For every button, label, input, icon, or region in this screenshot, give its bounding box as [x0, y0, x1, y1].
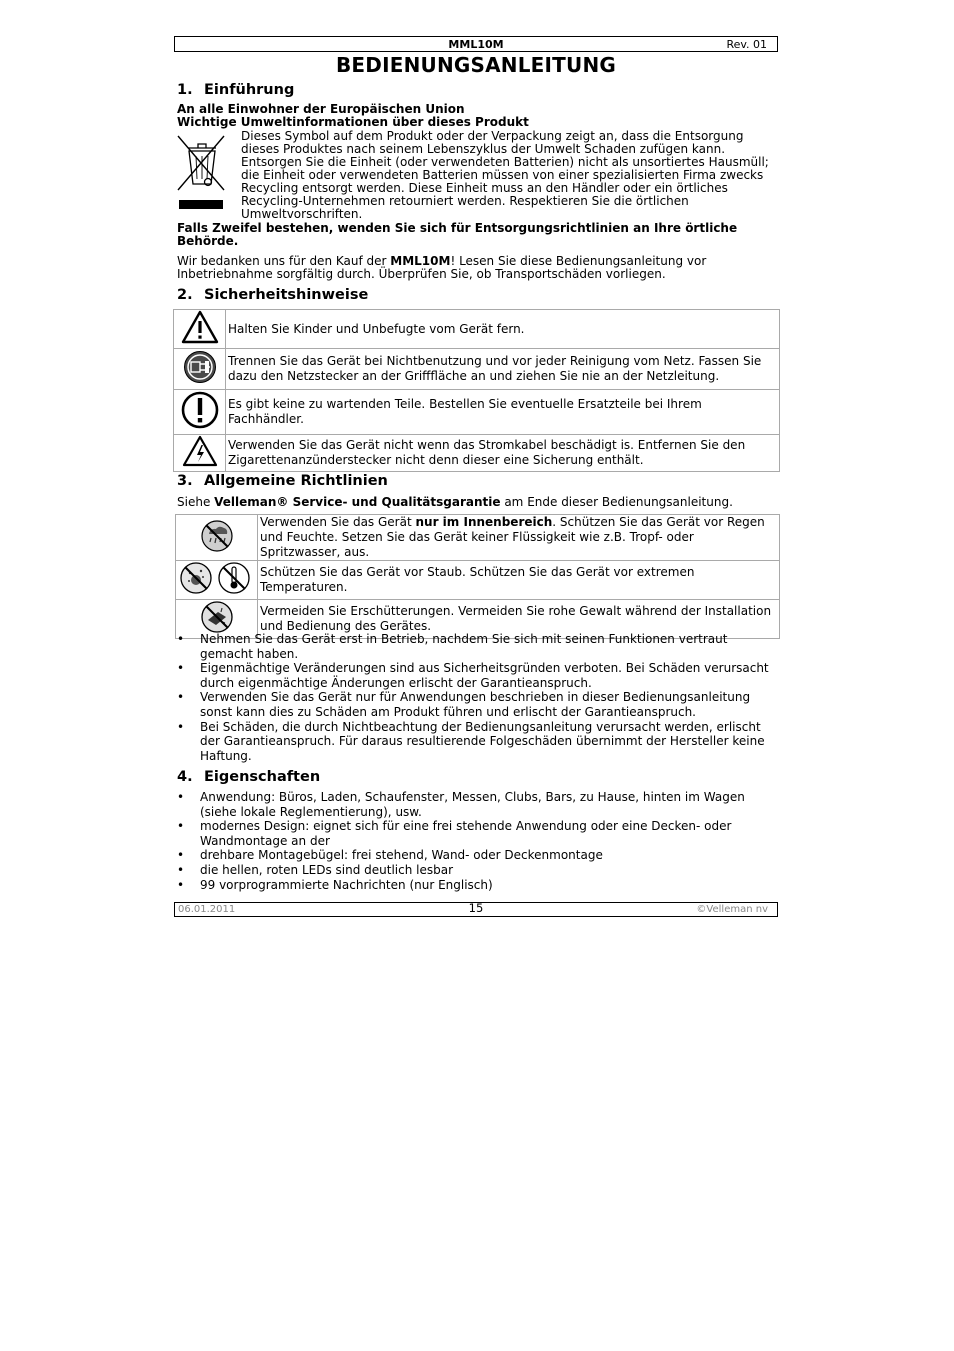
section-4-heading: 4. Eigenschaften — [177, 769, 321, 785]
safety-text: Es gibt keine zu wartenden Teile. Bestellen Sie eventuelle Ersatzteile bei Ihrem Fachhändler. — [226, 390, 780, 435]
footer-date: 06.01.2011 — [178, 904, 236, 915]
env-heading: Wichtige Umweltinformationen über dieses Produkt — [177, 115, 529, 129]
section-1-heading: 1. Einführung — [177, 82, 295, 98]
safety-text: Halten Sie Kinder und Unbefugte vom Gerät fern. — [226, 310, 780, 349]
section-3-heading: 3. Allgemeine Richtlinien — [177, 473, 388, 489]
features-list — [177, 790, 777, 892]
weee-bin-icon — [176, 134, 228, 212]
electric-hazard-icon — [182, 435, 218, 467]
unplug-icon — [183, 350, 217, 384]
safety-row — [174, 390, 780, 435]
guidelines-table — [175, 514, 780, 639]
list-item: • die hellen, roten LEDs sind deutlich lesbar — [177, 863, 777, 878]
page-title: BEDIENUNGSANLEITUNG — [335, 53, 617, 77]
env-text: Dieses Symbol auf dem Produkt oder der Verpackung zeigt an, dass die Entsorgung dieses Produktes nach seinem Lebenszyklus der Umwelt Schaden zufügen kann. Entsorgen Sie die Einheit (oder verwendeten Batterien) nicht als unsortiertes Hausmüll; die Einheit oder verwendeten Batterien müssen von einer spezialisierten Firma zwecks Recycling entsorgt werden. Diese Einheit muss an den Händler oder ein örtliches Recycling-Unternehmen retourniert werden. Respektieren Sie die örtlichen Umweltvorschriften. — [241, 129, 769, 221]
safety-text: Trennen Sie das Gerät bei Nichtbenutzung und vor jeder Reinigung vom Netz. Fassen Sie dazu den Netzstecker an der Grifffläche an und ziehen Sie nie an der Netzleitung. — [226, 349, 780, 390]
safety-text: Verwenden Sie das Gerät nicht wenn das Stromkabel beschädigt is. Entfernen Sie den Zigarettenanzünderstecker nicht denn dieser eine Sicherung enthält. — [226, 435, 780, 472]
page-header — [174, 36, 778, 52]
thanks-text: Wir bedanken uns für den Kauf der MML10M! Lesen Sie diese Bedienungsanleitung vor Inbetriebnahme sorgfältig durch. Überprüfen Sie, ob Transportschäden vorliegen. — [177, 254, 707, 281]
no-dust-no-heat-icon — [179, 561, 255, 595]
list-item: • Eigenmächtige Veränderungen sind aus Sicherheitsgründen verboten. Bei Schäden verursacht durch eigenmächtige Änderungen erlischt der Garantieanspruch. — [177, 661, 777, 690]
revision-label: Rev. 01 — [726, 38, 767, 51]
exclamation-circle-icon — [180, 390, 220, 430]
warning-triangle-icon — [181, 310, 219, 344]
guideline-row — [176, 515, 780, 561]
guarantee-reference: Siehe Velleman® Service- und Qualitätsgarantie am Ende dieser Bedienungsanleitung. — [177, 495, 733, 509]
guidelines-bullet-list — [177, 632, 777, 763]
guideline-text: Verwenden Sie das Gerät nur im Innenbereich. Schützen Sie das Gerät vor Regen und Feuchte. Setzen Sie das Gerät keiner Flüssigkeit wie z.B. Tropf- oder Spritzwasser, aus. — [258, 515, 780, 561]
guideline-text: Vermeiden Sie Erschütterungen. Vermeiden Sie rohe Gewalt während der Installation und Bedienung des Gerätes. — [258, 600, 780, 639]
page-number: 15 — [468, 901, 484, 915]
footer-copyright: ©Velleman nv — [696, 904, 768, 915]
section-2-heading: 2. Sicherheitshinweise — [177, 287, 369, 303]
no-shock-icon — [200, 600, 234, 634]
safety-row — [174, 349, 780, 390]
eu-heading: An alle Einwohner der Europäischen Union — [177, 102, 465, 116]
guideline-row — [176, 561, 780, 600]
list-item: • Nehmen Sie das Gerät erst in Betrieb, nachdem Sie sich mit seinen Funktionen vertraut gemacht haben. — [177, 632, 777, 661]
safety-row — [174, 435, 780, 472]
no-rain-icon — [200, 519, 234, 553]
list-item: • 99 vorprogrammierte Nachrichten (nur Englisch) — [177, 878, 777, 893]
list-item: • modernes Design: eignet sich für eine frei stehende Anwendung oder eine Decken- oder Wandmontage an der — [177, 819, 777, 848]
list-item: • Bei Schäden, die durch Nichtbeachtung der Bedienungsanleitung verursacht werden, erlischt der Garantieanspruch. Für daraus resultierende Folgeschäden übernimmt der Hersteller keine Haftung. — [177, 720, 777, 764]
page-footer — [174, 902, 778, 917]
disposal-doubt-note: Falls Zweifel bestehen, wenden Sie sich für Entsorgungsrichtlinien an Ihre örtliche Behörde. — [177, 221, 738, 248]
guideline-text: Schützen Sie das Gerät vor Staub. Schützen Sie das Gerät vor extremen Temperaturen. — [258, 561, 780, 600]
safety-row — [174, 310, 780, 349]
model-label: MML10M — [448, 38, 504, 51]
list-item: • Anwendung: Büros, Laden, Schaufenster, Messen, Clubs, Bars, zu Hause, hinten im Wagen (siehe lokale Reglementierung), usw. — [177, 790, 777, 819]
list-item: • Verwenden Sie das Gerät nur für Anwendungen beschrieben in dieser Bedienungsanleitung sonst kann dies zu Schäden am Produkt führen und erlischt der Garantieanspruch. — [177, 690, 777, 719]
safety-table — [173, 309, 780, 472]
list-item: • drehbare Montagebügel: frei stehend, Wand- oder Deckenmontage — [177, 848, 777, 863]
